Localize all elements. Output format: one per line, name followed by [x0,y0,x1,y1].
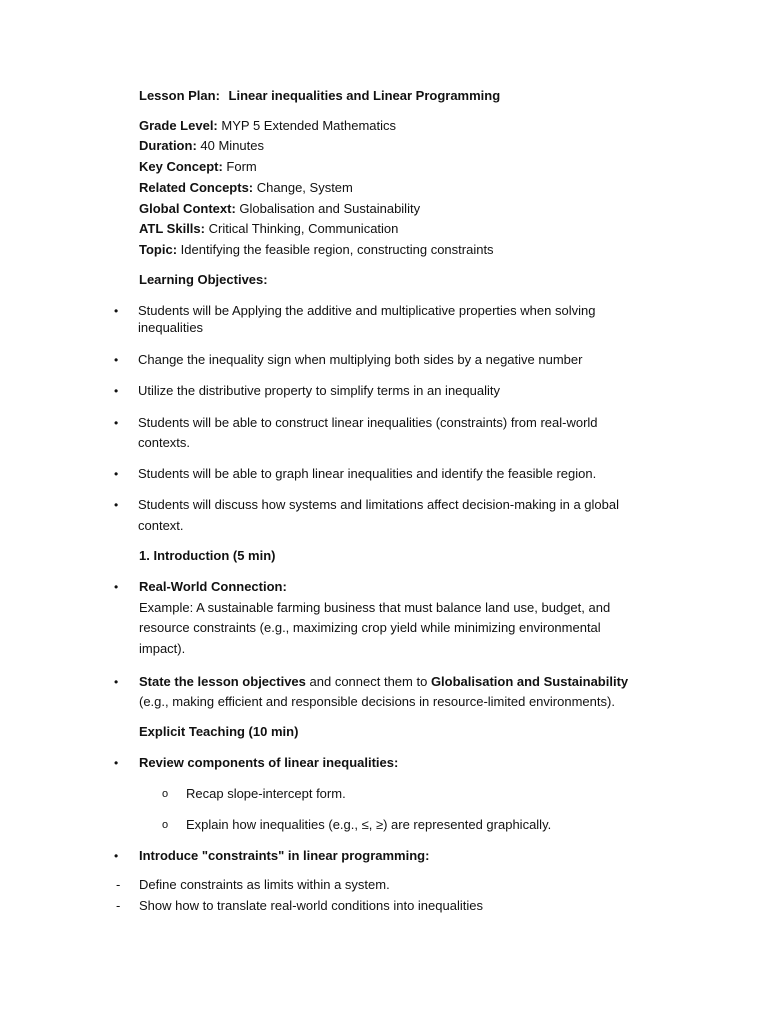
related-concepts-row [139,178,353,198]
key-concept-row [139,157,257,177]
bullet-icon: • [114,675,119,689]
bullet-icon: • [114,384,119,398]
related-concepts-label: Related Concepts: [139,180,254,195]
dash-bullet-icon: - [116,898,121,913]
page-title [139,86,500,106]
list-item-text: Students will be able to construct linear inequalities (constraints) from real-world [138,415,598,430]
list-item-text-cont: contexts. [138,435,191,450]
topic-row [139,240,494,260]
circle-bullet-icon: o [162,788,169,800]
list-item-text-cont: context. [138,518,184,533]
objectives-heading: Learning Objectives: [139,272,268,287]
bullet-icon: • [114,304,119,318]
global-context-value: Globalisation and Sustainability [239,201,421,216]
list-item-text: Students will discuss how systems and limitations affect decision-making in a global [138,497,619,512]
duration-value: 40 Minutes [200,138,264,153]
state-objectives-example: (e.g., making efficient and responsible decisions in resource-limited environments). [139,694,615,709]
topic-value: Identifying the feasible region, constructing constraints [180,242,494,257]
list-item-text: Students will be able to graph linear inequalities and identify the feasible region. [138,466,597,481]
real-world-example-cont: resource constraints (e.g., maximizing crop yield while minimizing environmental [139,620,601,635]
constraints-heading: Introduce "constraints" in linear programming: [139,848,430,863]
bullet-icon: • [114,416,119,430]
key-concept-value: Form [226,159,257,174]
explicit-teaching-heading: Explicit Teaching (10 min) [139,724,299,739]
bullet-icon: • [114,849,119,863]
list-item-text: Students will be Applying the additive and multiplicative properties when solving [138,303,596,318]
real-world-example-end: impact). [139,641,186,656]
list-item-text: Change the inequality sign when multiplying both sides by a negative number [138,352,583,367]
title-text: Linear inequalities and Linear Programming [228,88,501,103]
bullet-icon: • [114,353,119,367]
dash-bullet-icon: - [116,877,121,892]
state-objectives-connector: and connect them to [305,674,431,689]
introduction-heading: 1. Introduction (5 min) [139,548,276,563]
grade-level-label: Grade Level: [139,118,218,133]
atl-skills-row [139,219,398,239]
real-world-example: Example: A sustainable farming business that must balance land use, budget, and [139,600,611,615]
grade-level-value: MYP 5 Extended Mathematics [221,118,397,133]
grade-level-row [139,116,396,136]
title-label: Lesson Plan: [139,88,220,103]
list-item-text-cont: inequalities [138,320,204,335]
atl-skills-value: Critical Thinking, Communication [208,221,399,236]
bullet-icon: • [114,467,119,481]
duration-row [139,136,264,156]
real-world-heading: Real-World Connection: [139,579,287,594]
duration-label: Duration: [139,138,197,153]
bullet-icon: • [114,580,119,594]
sub-list-item-text: Recap slope-intercept form. [186,786,346,801]
circle-bullet-icon: o [162,819,169,831]
global-context-label: Global Context: [139,201,236,216]
list-item-text: Utilize the distributive property to simplify terms in an inequality [138,383,500,398]
state-objectives-context: Globalisation and Sustainability [430,674,629,689]
key-concept-label: Key Concept: [139,159,223,174]
state-objectives-text [139,672,628,692]
state-objectives-bold: State the lesson objectives [139,674,306,689]
global-context-row [139,199,420,219]
sub-list-item-text: Explain how inequalities (e.g., ≤, ≥) are represented graphically. [186,817,552,832]
bullet-icon: • [114,756,119,770]
dash-list-item-text: Define constraints as limits within a system. [139,877,390,892]
bullet-icon: • [114,498,119,512]
atl-skills-label: ATL Skills: [139,221,205,236]
related-concepts-value: Change, System [256,180,353,195]
review-heading: Review components of linear inequalities: [139,755,399,770]
topic-label: Topic: [139,242,178,257]
dash-list-item-text: Show how to translate real-world conditions into inequalities [139,898,483,913]
